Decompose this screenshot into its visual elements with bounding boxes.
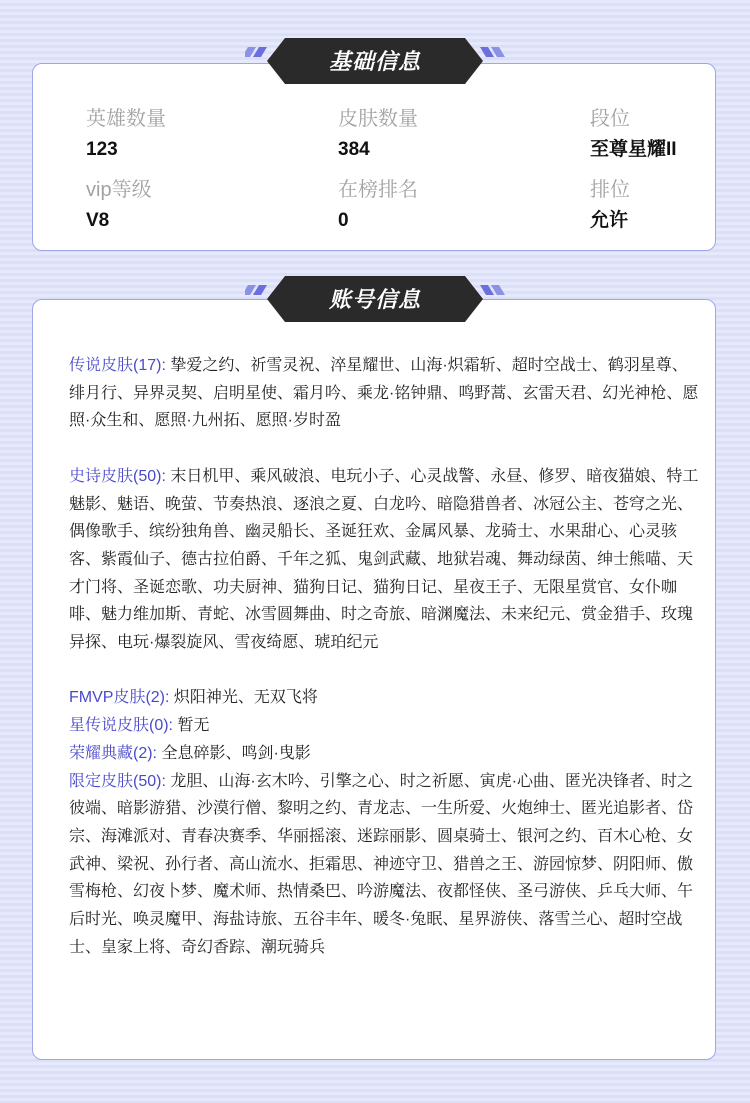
legendary-skins bbox=[69, 352, 699, 435]
category-label: 传说皮肤(17): bbox=[69, 357, 166, 374]
stat-skin-count bbox=[338, 106, 418, 163]
section-badge-account bbox=[245, 276, 505, 323]
epic-skins bbox=[69, 463, 699, 657]
account-info-card bbox=[32, 299, 716, 1060]
stat-value: 至尊星耀II bbox=[590, 139, 677, 160]
stat-leaderboard-rank bbox=[338, 177, 418, 234]
stat-value: 123 bbox=[86, 139, 118, 160]
category-label: 史诗皮肤(50): bbox=[69, 467, 166, 485]
stat-value: 384 bbox=[338, 139, 370, 160]
limited-skins bbox=[69, 768, 699, 962]
skin-names: 龙胆、山海·玄木吟、引擎之心、时之祈愿、寅虎·心曲、匿光决锋者、时之彼端、暗影游猎、沙漠行僧、黎明之约、青龙志、一生所爱、火炮绅士、匿光追影者、岱宗、海滩派对、青春决赛季、华丽摇滚、迷踪丽影、圆桌骑士、银河之约、百木心枪、女武神、梁祝、孙行者、高山流水、拒霜思、神迹守卫、猎兽之王、游园惊梦、阴阳师、傲雪梅枪、幻夜卜梦、魔术师、热情桑巴、吟游魔法、夜都怪侠、圣弓游侠、乒乓大师、午后时光、唤灵魔甲、海盐诗旅、五谷丰年、暖冬·兔眠、星界游侠、落雪兰心、超时空战士、皇家上将、奇幻香踪、潮玩骑兵 bbox=[69, 772, 694, 956]
stat-label: vip等级 bbox=[86, 179, 152, 201]
stat-label: 皮肤数量 bbox=[338, 108, 418, 130]
section-title: 基础信息 bbox=[328, 49, 421, 74]
section-badge-basic bbox=[245, 38, 505, 85]
stat-label: 英雄数量 bbox=[86, 108, 166, 130]
stat-label: 在榜排名 bbox=[338, 179, 418, 201]
skin-names: 末日机甲、乘风破浪、电玩小子、心灵战警、永昼、修罗、暗夜猫娘、特工魅影、魅语、晚萤、节奏热浪、逐浪之夏、白龙吟、暗隐猎兽者、冰冠公主、苍穹之光、偶像歌手、缤纷独角兽、幽灵船长、圣诞狂欢、金属风暴、龙骑士、水果甜心、心灵骇客、紫霞仙子、德古拉伯爵、千年之狐、鬼剑武藏、地狱岩魂、舞动绿茵、绅士熊喵、天才门将、圣诞恋歌、功夫厨神、猫狗日记、猫狗日记、星夜王子、无限星赏官、女仆咖啡、魅力维加斯、青蛇、冰雪圆舞曲、时之奇旅、暗渊魔法、未来纪元、赏金猎手、玫瑰异探、电玩·爆裂旋风、雪夜绮愿、琥珀纪元 bbox=[69, 467, 699, 652]
basic-info-card bbox=[32, 63, 716, 251]
skin-names: 全息碎影、鸣剑·曳影 bbox=[161, 744, 311, 762]
stat-label: 段位 bbox=[590, 108, 630, 130]
stat-ranked-allowed bbox=[590, 177, 630, 234]
skin-names: 炽阳神光、无双飞将 bbox=[173, 689, 318, 707]
glory-collection-skins bbox=[69, 740, 699, 768]
category-label: 荣耀典藏(2): bbox=[69, 744, 158, 762]
skin-names: 暂无 bbox=[177, 717, 210, 735]
stat-vip-level bbox=[86, 177, 152, 234]
category-label: 限定皮肤(50): bbox=[69, 772, 166, 790]
category-label: FMVP皮肤(2): bbox=[69, 689, 170, 707]
stat-value: 0 bbox=[338, 210, 349, 231]
section-title: 账号信息 bbox=[328, 287, 421, 312]
stat-value: V8 bbox=[86, 210, 110, 231]
stat-label: 排位 bbox=[590, 179, 630, 201]
stat-hero-count bbox=[86, 106, 166, 163]
star-legend-skins bbox=[69, 712, 699, 740]
skin-names: 挚爱之约、祈雪灵祝、淬星耀世、山海·炽霜斩、超时空战士、鹤羽星尊、绯月行、异界灵契、启明星使、霜月吟、乘龙·铭钟鼎、鸣野蒿、玄雷天君、幻光神枪、愿照·众生和、愿照·九州拓、愿照·岁时盈 bbox=[69, 357, 699, 430]
stat-value: 允许 bbox=[590, 210, 629, 231]
fmvp-skins bbox=[69, 684, 699, 712]
category-label: 星传说皮肤(0): bbox=[69, 717, 174, 735]
skin-list bbox=[69, 352, 699, 961]
stat-rank-tier bbox=[590, 106, 677, 163]
